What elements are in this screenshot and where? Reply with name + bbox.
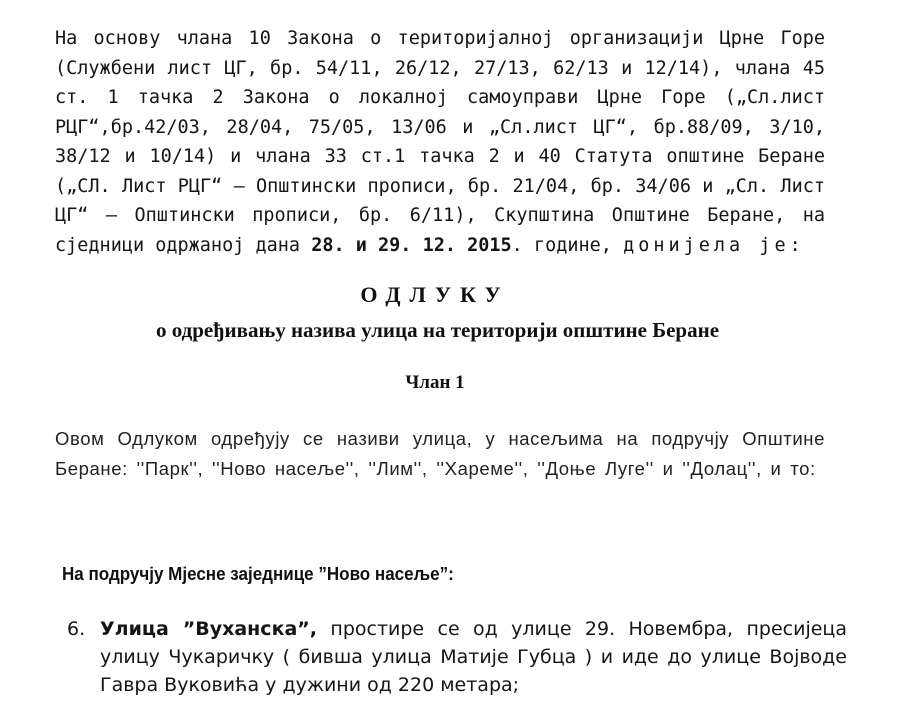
street-description: простире се од улице 29. Новембра, пресијеца улицу Чукаричку ( бивша улица Матије Губца ) и иде до улице Војводе Гавра Вуковића у дужини од 220 метара; xyxy=(100,618,847,696)
article-paragraph: Овом Одлуком одређују се називи улица, у насељима на подручју Општине Беране: ''Парк'', ''Ново насеље'', ''Лим'', ''Хареме'', ''Доње Луге'' и ''Долац'', и то: xyxy=(55,428,825,479)
decision-subtitle: о одређивању назива улица на територији општине Беране xyxy=(155,318,720,342)
street-name: Улица ”Вуханска”, xyxy=(100,618,317,640)
session-date: 28. и 29. 12. 2015 xyxy=(311,234,512,256)
preamble-text: На основу члана 10 Закона о територијалној организацији Црне Горе (Службени лист ЦГ, бр. 54/11, 26/12, 27/13, 62/13 и 12/14), члана 45 ст. 1 тачка 2 Закона о локалној самоуправи Црне Горе („Сл.лист РЦГ“,бр.42/03, 28/04, 75/05, 13/06 и „Сл.лист ЦГ“, бр.88/09, 3/10, 38/12 и 10/14) и члана 33 ст.1 тачка 2 и 40 Статута општине Беране („СЛ. Лист РЦГ“ – Општински прописи, бр. 21/04, бр. 34/06 и „Сл. Лист ЦГ“ – Општински прописи, бр. 6/11), Скупштина Општине Беране, на сједници одржаној дана xyxy=(55,28,825,256)
section-heading: На подручју Мјесне заједнице ”Ново насеље”: xyxy=(62,563,454,584)
decision-title: ОДЛУКУ xyxy=(360,282,510,307)
legal-basis-preamble xyxy=(55,24,825,260)
preamble-year-text: . године, xyxy=(511,234,612,256)
article-heading: Члан 1 xyxy=(405,372,465,393)
street-item-number: 6. xyxy=(67,618,86,640)
adopted-verb: донијела је: xyxy=(623,234,805,256)
street-list-item xyxy=(67,615,847,699)
street-item-text xyxy=(100,615,847,699)
